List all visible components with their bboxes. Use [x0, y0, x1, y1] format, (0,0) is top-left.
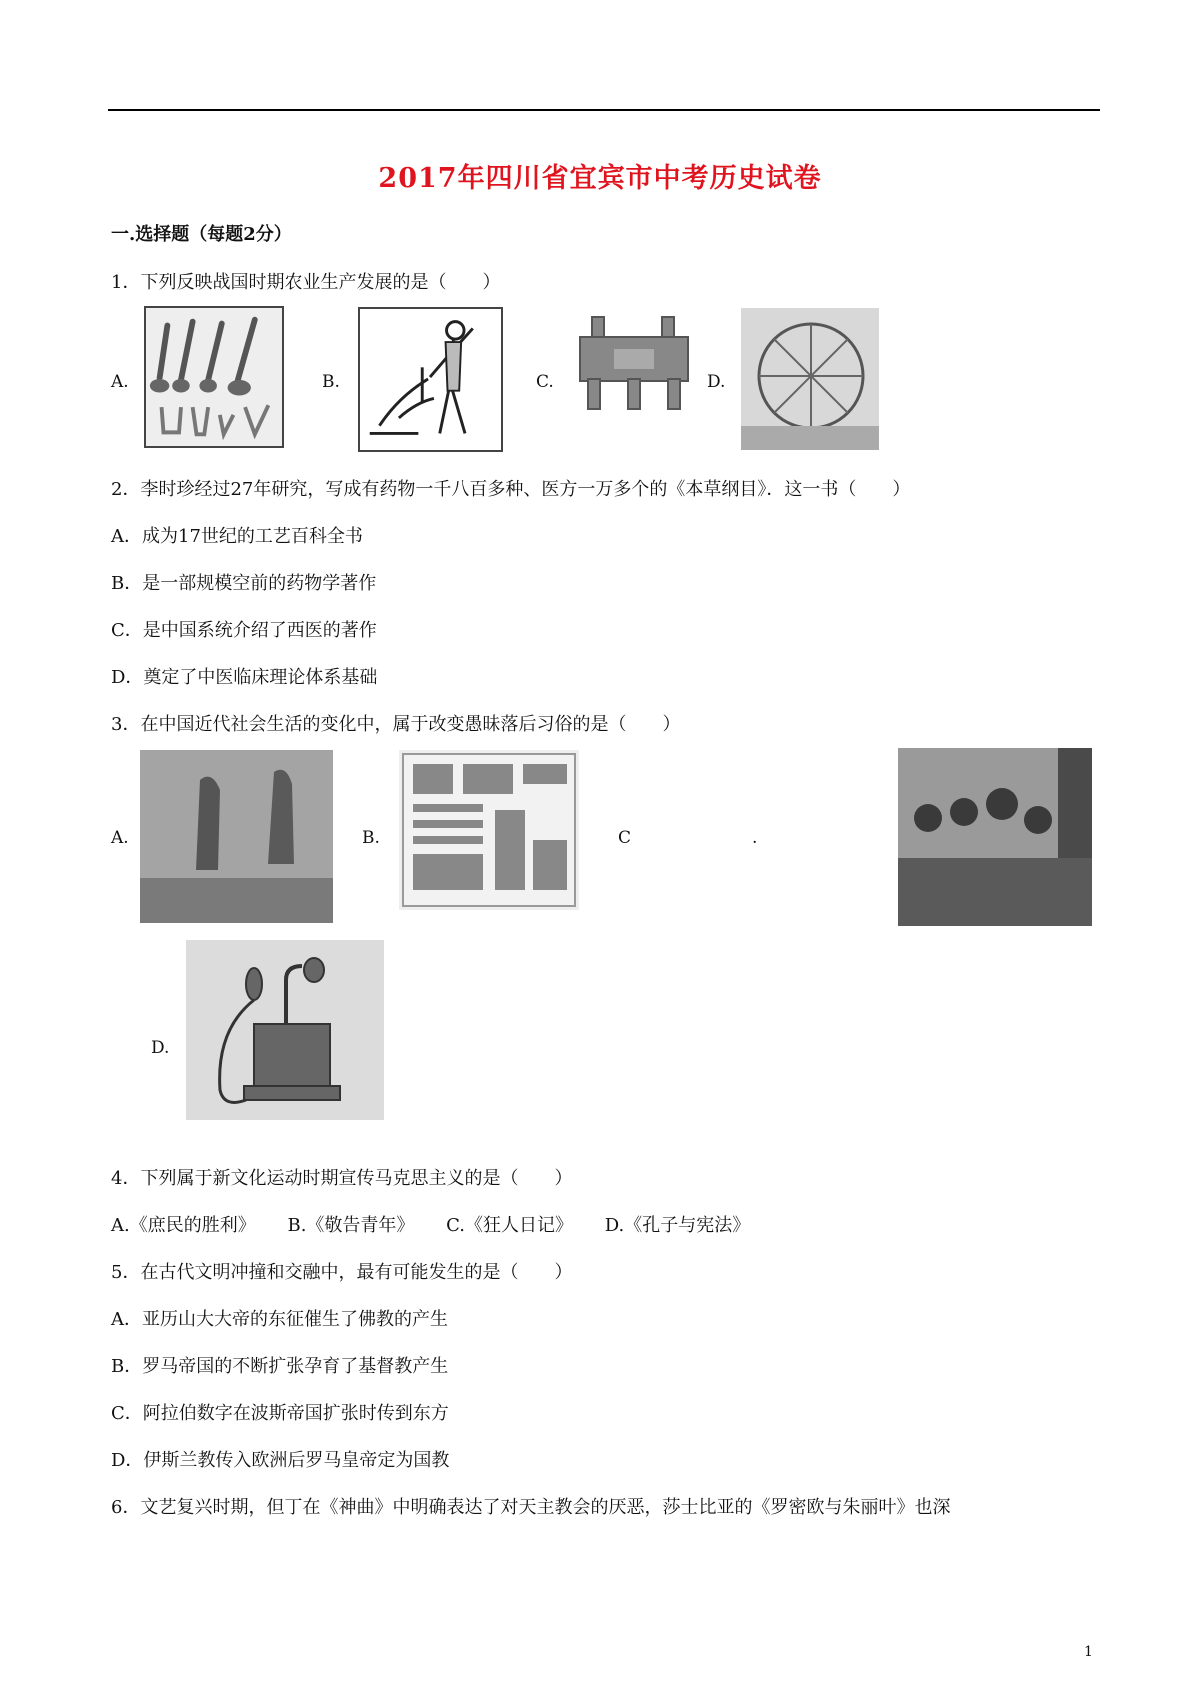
q4-option-b[interactable]: B.《敬告青年》	[287, 1215, 415, 1236]
bronze-ding-image	[574, 313, 694, 413]
header-rule	[108, 109, 1100, 111]
q4-option-d[interactable]: D.《孔子与宪法》	[604, 1215, 751, 1236]
q4-options-row	[111, 1211, 776, 1237]
bronze-ding-illustration	[574, 313, 694, 413]
q5-option-c[interactable]: C．阿拉伯数字在波斯帝国扩张时传到东方	[111, 1403, 449, 1424]
farming-tools-illustration	[146, 308, 282, 446]
question-2-stem: 2．李时珍经过27年研究，写成有药物一千八百多种、医方一万多个的《本草纲目》．这一书（ ）	[111, 479, 911, 500]
q2-option-a[interactable]: A．成为17世纪的工艺百科全书	[111, 526, 363, 547]
q1-option-c-label[interactable]: C.	[536, 372, 554, 392]
water-wheel-illustration	[741, 308, 879, 450]
q1-option-b-label[interactable]: B.	[322, 372, 340, 392]
q3-option-a-label[interactable]: A.	[111, 828, 129, 848]
question-4-stem: 4．下列属于新文化运动时期宣传马克思主义的是（ ）	[111, 1168, 573, 1189]
q4-option-c[interactable]: C.《狂人日记》	[446, 1215, 574, 1236]
telephone-image	[186, 940, 384, 1120]
q2-option-c[interactable]: C．是中国系统介绍了西医的著作	[111, 620, 377, 641]
q2-option-d[interactable]: D．奠定了中医临床理论体系基础	[111, 667, 378, 688]
q5-option-a[interactable]: A．亚历山大大帝的东征催生了佛教的产生	[111, 1309, 448, 1330]
q3-option-c-label[interactable]: C	[618, 828, 632, 848]
question-3-stem: 3．在中国近代社会生活的变化中，属于改变愚昧落后习俗的是（ ）	[111, 714, 681, 735]
photo-placeholder	[140, 750, 333, 923]
page-number: 1	[1084, 1644, 1093, 1660]
plowing-farmer-image	[358, 307, 503, 452]
telephone-illustration	[186, 940, 384, 1120]
newspaper-illustration	[399, 750, 579, 910]
q1-option-d-label[interactable]: D.	[707, 372, 726, 392]
q2-option-b[interactable]: B．是一部规模空前的药物学著作	[111, 573, 377, 594]
q1-option-a-label[interactable]: A.	[111, 372, 129, 392]
section-heading: 一.选择题（每题2分）	[111, 224, 292, 245]
q3-option-b-label[interactable]: B.	[362, 828, 380, 848]
queue-cutting-photo	[898, 748, 1092, 926]
foot-binding-photo	[140, 750, 333, 923]
page-title: 2017年四川省宜宾市中考历史试卷	[378, 163, 822, 194]
q5-option-b[interactable]: B．罗马帝国的不断扩张孕育了基督教产生	[111, 1356, 449, 1377]
question-1-stem: 1．下列反映战国时期农业生产发展的是（ ）	[111, 272, 501, 293]
farming-tools-image	[144, 306, 284, 448]
q3-option-c-dot: .	[752, 828, 758, 848]
photo-placeholder	[898, 748, 1092, 926]
q4-option-a[interactable]: A.《庶民的胜利》	[111, 1215, 256, 1236]
question-6-stem: 6．文艺复兴时期，但丁在《神曲》中明确表达了对天主教会的厌恶，莎士比亚的《罗密欧与朱丽叶》也深	[111, 1497, 951, 1518]
plowing-farmer-illustration	[360, 309, 501, 450]
q5-option-d[interactable]: D．伊斯兰教传入欧洲后罗马皇帝定为国教	[111, 1450, 450, 1471]
water-wheel-image	[741, 308, 879, 450]
question-5-stem: 5．在古代文明冲撞和交融中，最有可能发生的是（ ）	[111, 1262, 573, 1283]
newspaper-image	[399, 750, 579, 910]
q3-option-d-label[interactable]: D.	[151, 1038, 170, 1058]
